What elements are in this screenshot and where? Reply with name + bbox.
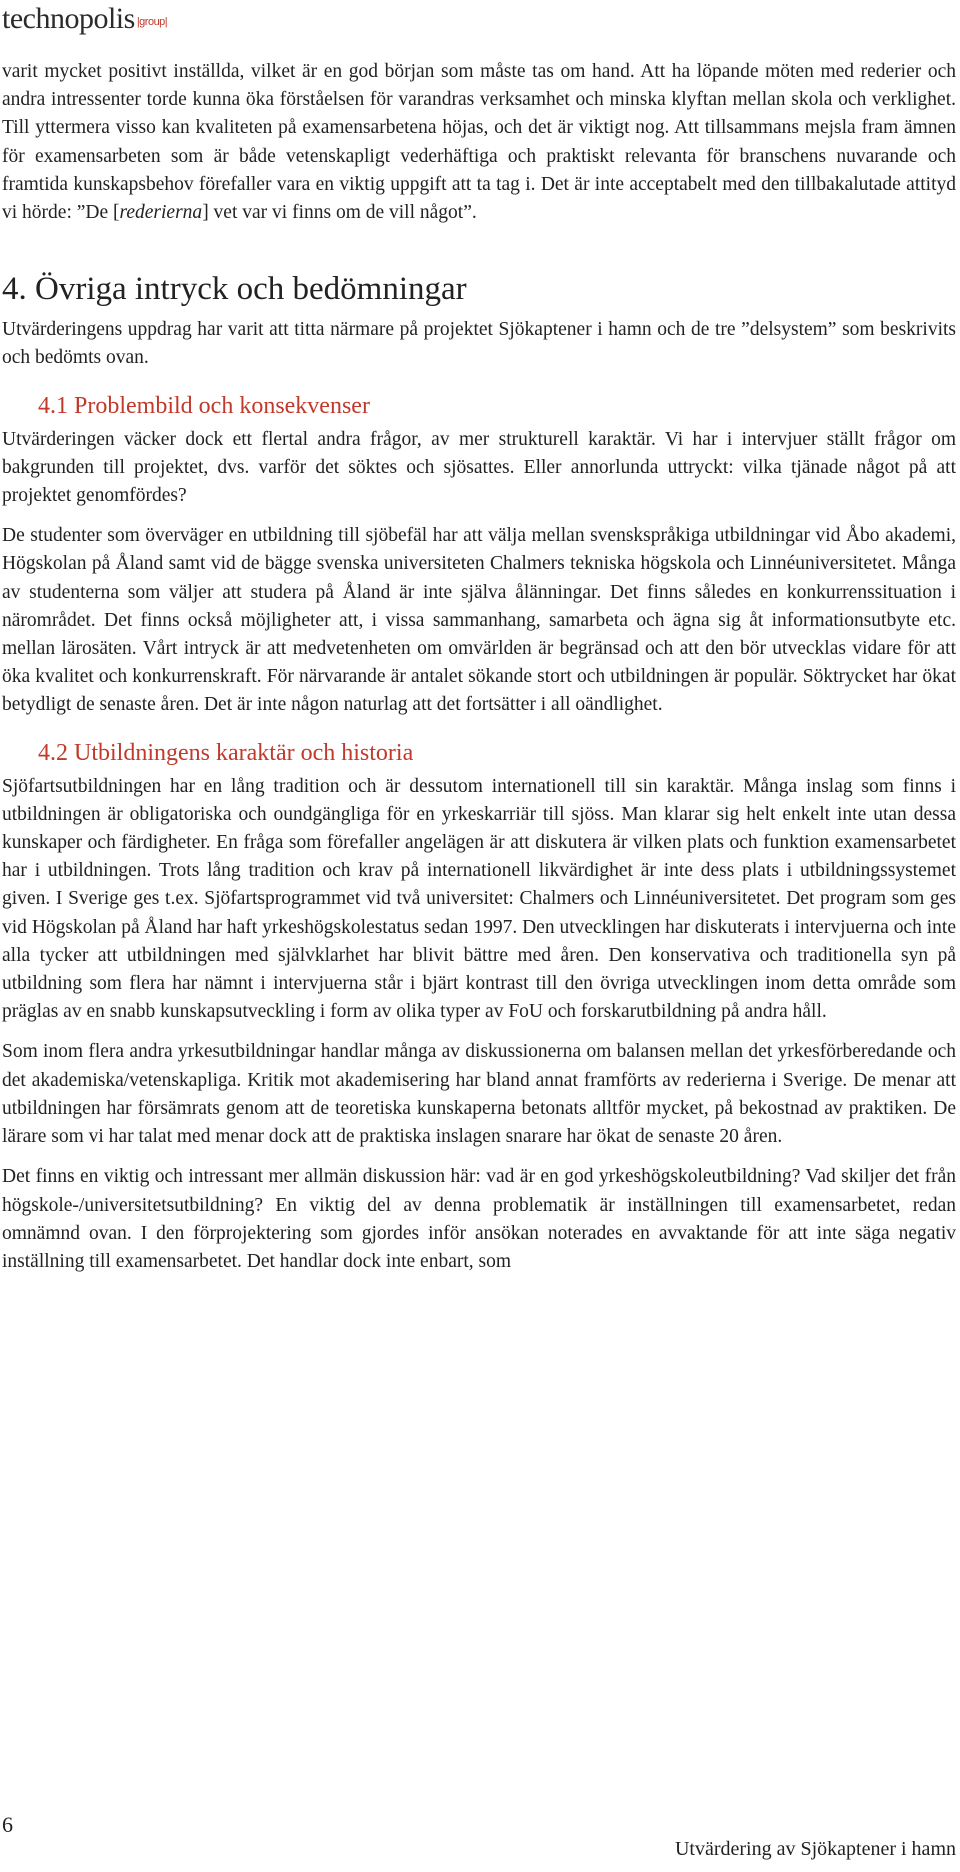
paragraph-4-2-a: Sjöfartsutbildningen har en lång tradition och är dessutom internationell till sin karaktär. Många inslag som finns i utbildningen är obligatoriska och oundgängliga för en yrkeskarriär till sjöss. Man klarar sig helt enkelt inte utan dessa kunskaper och färdigheter. En fråga som förefaller angelägen är att diskutera är vilken plats och funktion examensarbetet har i utbildningen. Trots lång tradition och krav på internationell likvärdighet är inte dess plats i utbildningssystemet given. I Sverige ges t.ex. Sjöfartsprogrammet vid två universitet: Chalmers och Linnéuniversitetet. Det program som ges vid Högskolan på Åland har haft yrkeshögskolestatus sedan 1997. Den utvecklingen har diskuterats i intervjuerna och inte alla tycker att utbildningen med självklarhet har blivit bättre med åren. Den konservativa och traditionella syn på utbildning som flera har nämnt i intervjuerna står i bjärt kontrast till den övriga utvecklingen inom detta område som präglas av en snabb kunskapsutveckling i form av olika typer av FoU och forskarutbildning på andra håll. [2, 775, 956, 1023]
intro-emphasis: rederierna [119, 202, 203, 224]
technopolis-logo [2, 2, 167, 46]
footer-document-title: Utvärdering av Sjökaptener i hamn [674, 1838, 956, 1860]
logo-text: technopolis [2, 2, 135, 35]
section-heading-4-1: 4.1 Problembild och konsekvenser [38, 392, 370, 419]
section-heading-4: 4. Övriga intryck och bedömningar [2, 271, 467, 308]
paragraph-4-2-c: Det finns en viktig och intressant mer allmän diskussion här: vad är en god yrkeshögskoleutbildning? Vad skiljer det från högskole-/universitetsutbildning? En viktig del av denna problematik är inställningen till examensarbetet, redan omnämnd ovan. I den förprojektering som gjordes inför ansökan noterades en avvaktande för att inte säga negativ inställning till examensarbetet. Det handlar dock inte enbart, som [2, 1166, 956, 1272]
intro-text: varit mycket positivt inställda, vilket är en god början som måste tas om hand. Att ha löpande möten med rederier och andra intressenter torde kunna öka förståelsen för varandras verksamhet och minska klyftan mellan skola och verklighet. Till yttermera visso kan kvaliteten på examensarbetena höjas, och det är viktigt nog. Att tillsammans mejsla fram ämnen för examensarbeten som är både vetenskapligt vederhäftiga och praktiskt relevanta för branschens nuvarande och framtida kunskapsbehov förefaller vara en viktig uppgift att ta tag i. Det är inte acceptabelt med den tillbakalutade attityd vi hörde: ”De [ [2, 61, 956, 224]
section-heading-4-2: 4.2 Utbildningens karaktär och historia [38, 739, 414, 766]
intro-text-end: ] vet var vi finns om de vill något”. [202, 202, 477, 224]
page-number: 6 [2, 1812, 13, 1837]
paragraph-intro [2, 58, 956, 227]
paragraph-4-2-b: Som inom flera andra yrkesutbildningar handlar många av diskussionerna om balansen mellan det yrkesförberedande och det akademiska/vetenskapliga. Kritik mot akademisering har bland annat framförts av rederierna i Sverige. De menar att utbildningen har försämrats genom att de teoretiska kunskaperna betonats alltför mycket, på bekostnad av praktiken. De lärare som vi har talat med menar dock att de praktiska inslagen snarare har ökat de senaste 20 åren. [2, 1041, 956, 1148]
paragraph-4-1-b: De studenter som överväger en utbildning till sjöbefäl har att välja mellan svenskspråkiga utbildningar vid Åbo akademi, Högskolan på Åland samt vid de bägge svenska universiteten Chalmers tekniska högskola och Linnéuniversitetet. Många av studenterna som väljer att studera på Åland är inte själva ålänningar. Det finns således en konkurrenssituation i närområdet. Det finns också möjligheter att, i vissa sammanhang, samarbeta och ägna sig åt informationsutbyte etc. mellan lärosäten. Vårt intryck är att medvetenheten om omvärlden är begränsad och att den bör utvecklas vidare för att öka kvalitet och konkurrenskraft. För närvarande är antalet sökande stort och utbildningen är populär. Söktrycket har ökat betydligt de senaste åren. Det är inte någon naturlag att det fortsätter i all oändlighet. [2, 525, 956, 716]
logo-tag: |group| [136, 16, 168, 28]
page-body [2, 58, 956, 1276]
paragraph-4: Utvärderingens uppdrag har varit att titta närmare på projektet Sjökaptener i hamn och de tre ”delsystem” som beskrivits och bedömts ovan. [2, 319, 956, 369]
paragraph-4-1-a: Utvärderingen väcker dock ett flertal andra frågor, av mer strukturell karaktär. Vi har i intervjuer ställt frågor om bakgrunden till projektet, dvs. varför det söktes och sjösattes. Eller annorlunda uttryckt: vilka tjänade något på att projektet genomfördes? [2, 428, 956, 507]
